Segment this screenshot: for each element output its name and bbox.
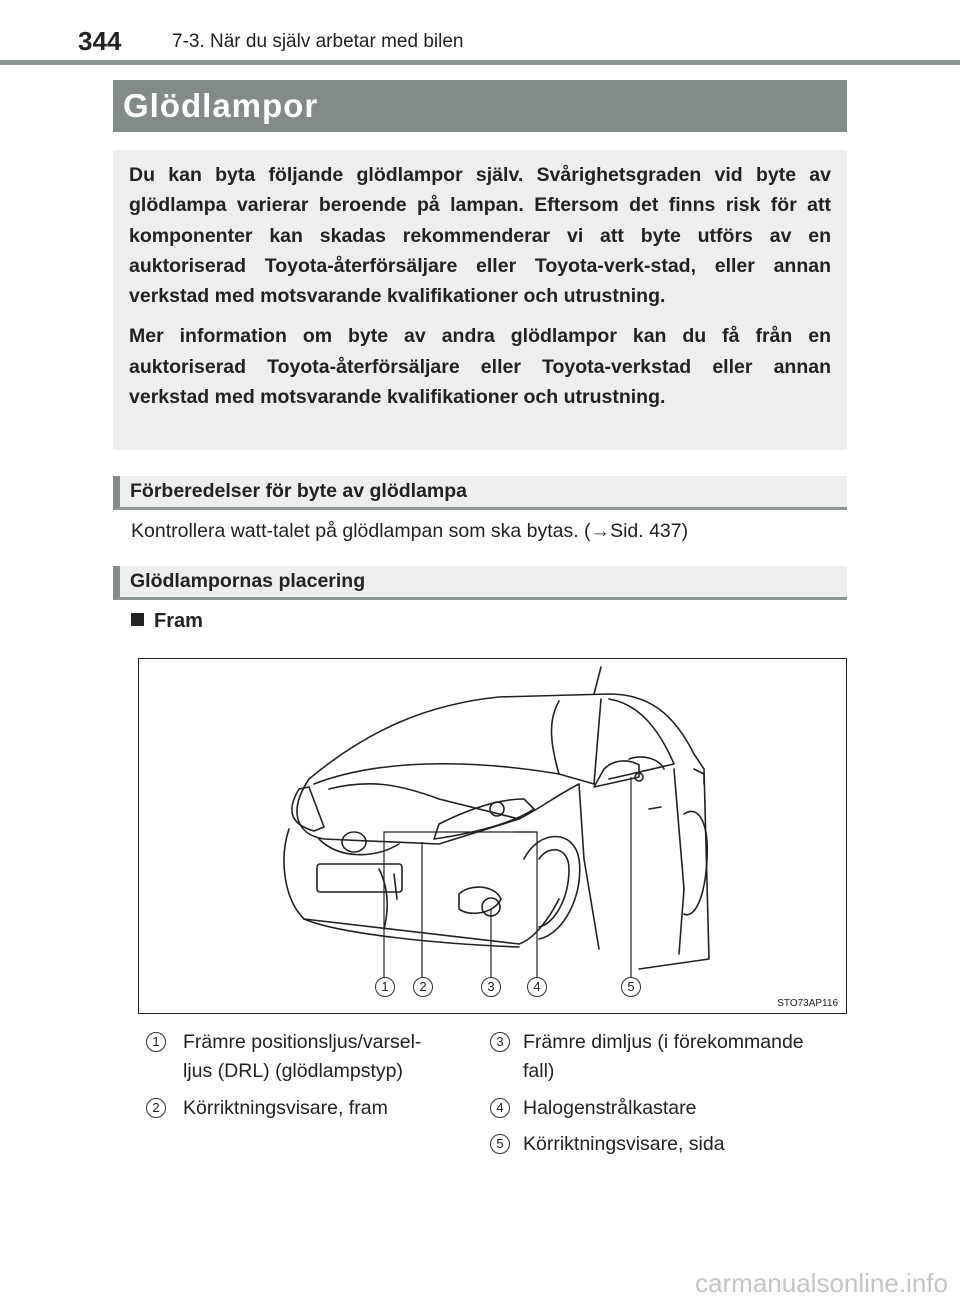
section-heading-preparation: Förberedelser för byte av glödlampa <box>113 476 847 510</box>
legend-item-3 <box>523 1028 804 1086</box>
legend-number-2: 2 <box>146 1098 166 1118</box>
callout-5: 5 <box>621 977 641 997</box>
callout-2: 2 <box>413 977 433 997</box>
legend-text-2: Körriktningsvisare, fram <box>183 1097 388 1119</box>
callout-4: 4 <box>527 977 547 997</box>
legend-text-3a: Främre dimljus (i förekommande <box>523 1031 804 1053</box>
legend-text-3b: fall) <box>523 1060 555 1082</box>
subheading-front <box>131 610 203 633</box>
callout-3: 3 <box>481 977 501 997</box>
running-title: 7-3. När du själv arbetar med bilen <box>172 31 464 52</box>
reference-arrow-icon: → <box>590 520 611 542</box>
legend-text-5: Körriktningsvisare, sida <box>523 1133 725 1155</box>
page-title: Glödlampor <box>113 80 847 132</box>
legend-text-1a: Främre positionsljus/varsel- <box>183 1031 422 1053</box>
legend-number-1: 1 <box>146 1032 166 1052</box>
section-heading-placement: Glödlampornas placering <box>113 566 847 600</box>
legend-item-5 <box>523 1130 725 1159</box>
legend-text-1b: ljus (DRL) (glödlampstyp) <box>183 1060 403 1082</box>
page-reference-link[interactable]: Sid. 437) <box>610 520 689 542</box>
callout-1: 1 <box>375 977 395 997</box>
legend-item-4 <box>523 1094 696 1123</box>
intro-paragraph-1: Du kan byta följande glödlampor själv. Svårighetsgraden vid byte av glödlampa varierar beroende på lampan. Eftersom det finns risk för att komponenter kan skadas rekommenderar vi att byte utförs av en auktoriserad Toyota-återförsäljare eller Toyota-verk-stad, eller annan verkstad med motsvarande kvalifikationer och utrustning. <box>129 164 831 308</box>
square-bullet-icon <box>131 613 144 626</box>
intro-paragraph-2: Mer information om byte av andra glödlampor kan du få från en auktoriserad Toyota-återförsäljare eller Toyota-verkstad eller annan verkstad med motsvarande kvalifikationer och utrustning. <box>129 325 831 409</box>
car-front-illustration <box>138 658 847 1014</box>
legend-number-4: 4 <box>490 1098 510 1118</box>
subheading-front-label: Fram <box>154 610 203 632</box>
legend-number-3: 3 <box>490 1032 510 1052</box>
preparation-text-main: Kontrollera watt-talet på glödlampan som ska bytas. ( <box>131 520 591 542</box>
legend-number-5: 5 <box>490 1134 510 1154</box>
legend-item-2 <box>183 1094 388 1123</box>
page-number: 344 <box>78 26 122 56</box>
preparation-text <box>131 520 688 543</box>
car-illustration-svg <box>139 659 847 1014</box>
figure-code: STO73AP116 <box>777 998 838 1009</box>
header-rule <box>0 60 960 65</box>
legend-item-1 <box>183 1028 421 1086</box>
intro-box <box>113 150 847 450</box>
watermark: carmanualsonline.info <box>695 1268 948 1298</box>
legend-text-4: Halogenstrålkastare <box>523 1097 697 1119</box>
